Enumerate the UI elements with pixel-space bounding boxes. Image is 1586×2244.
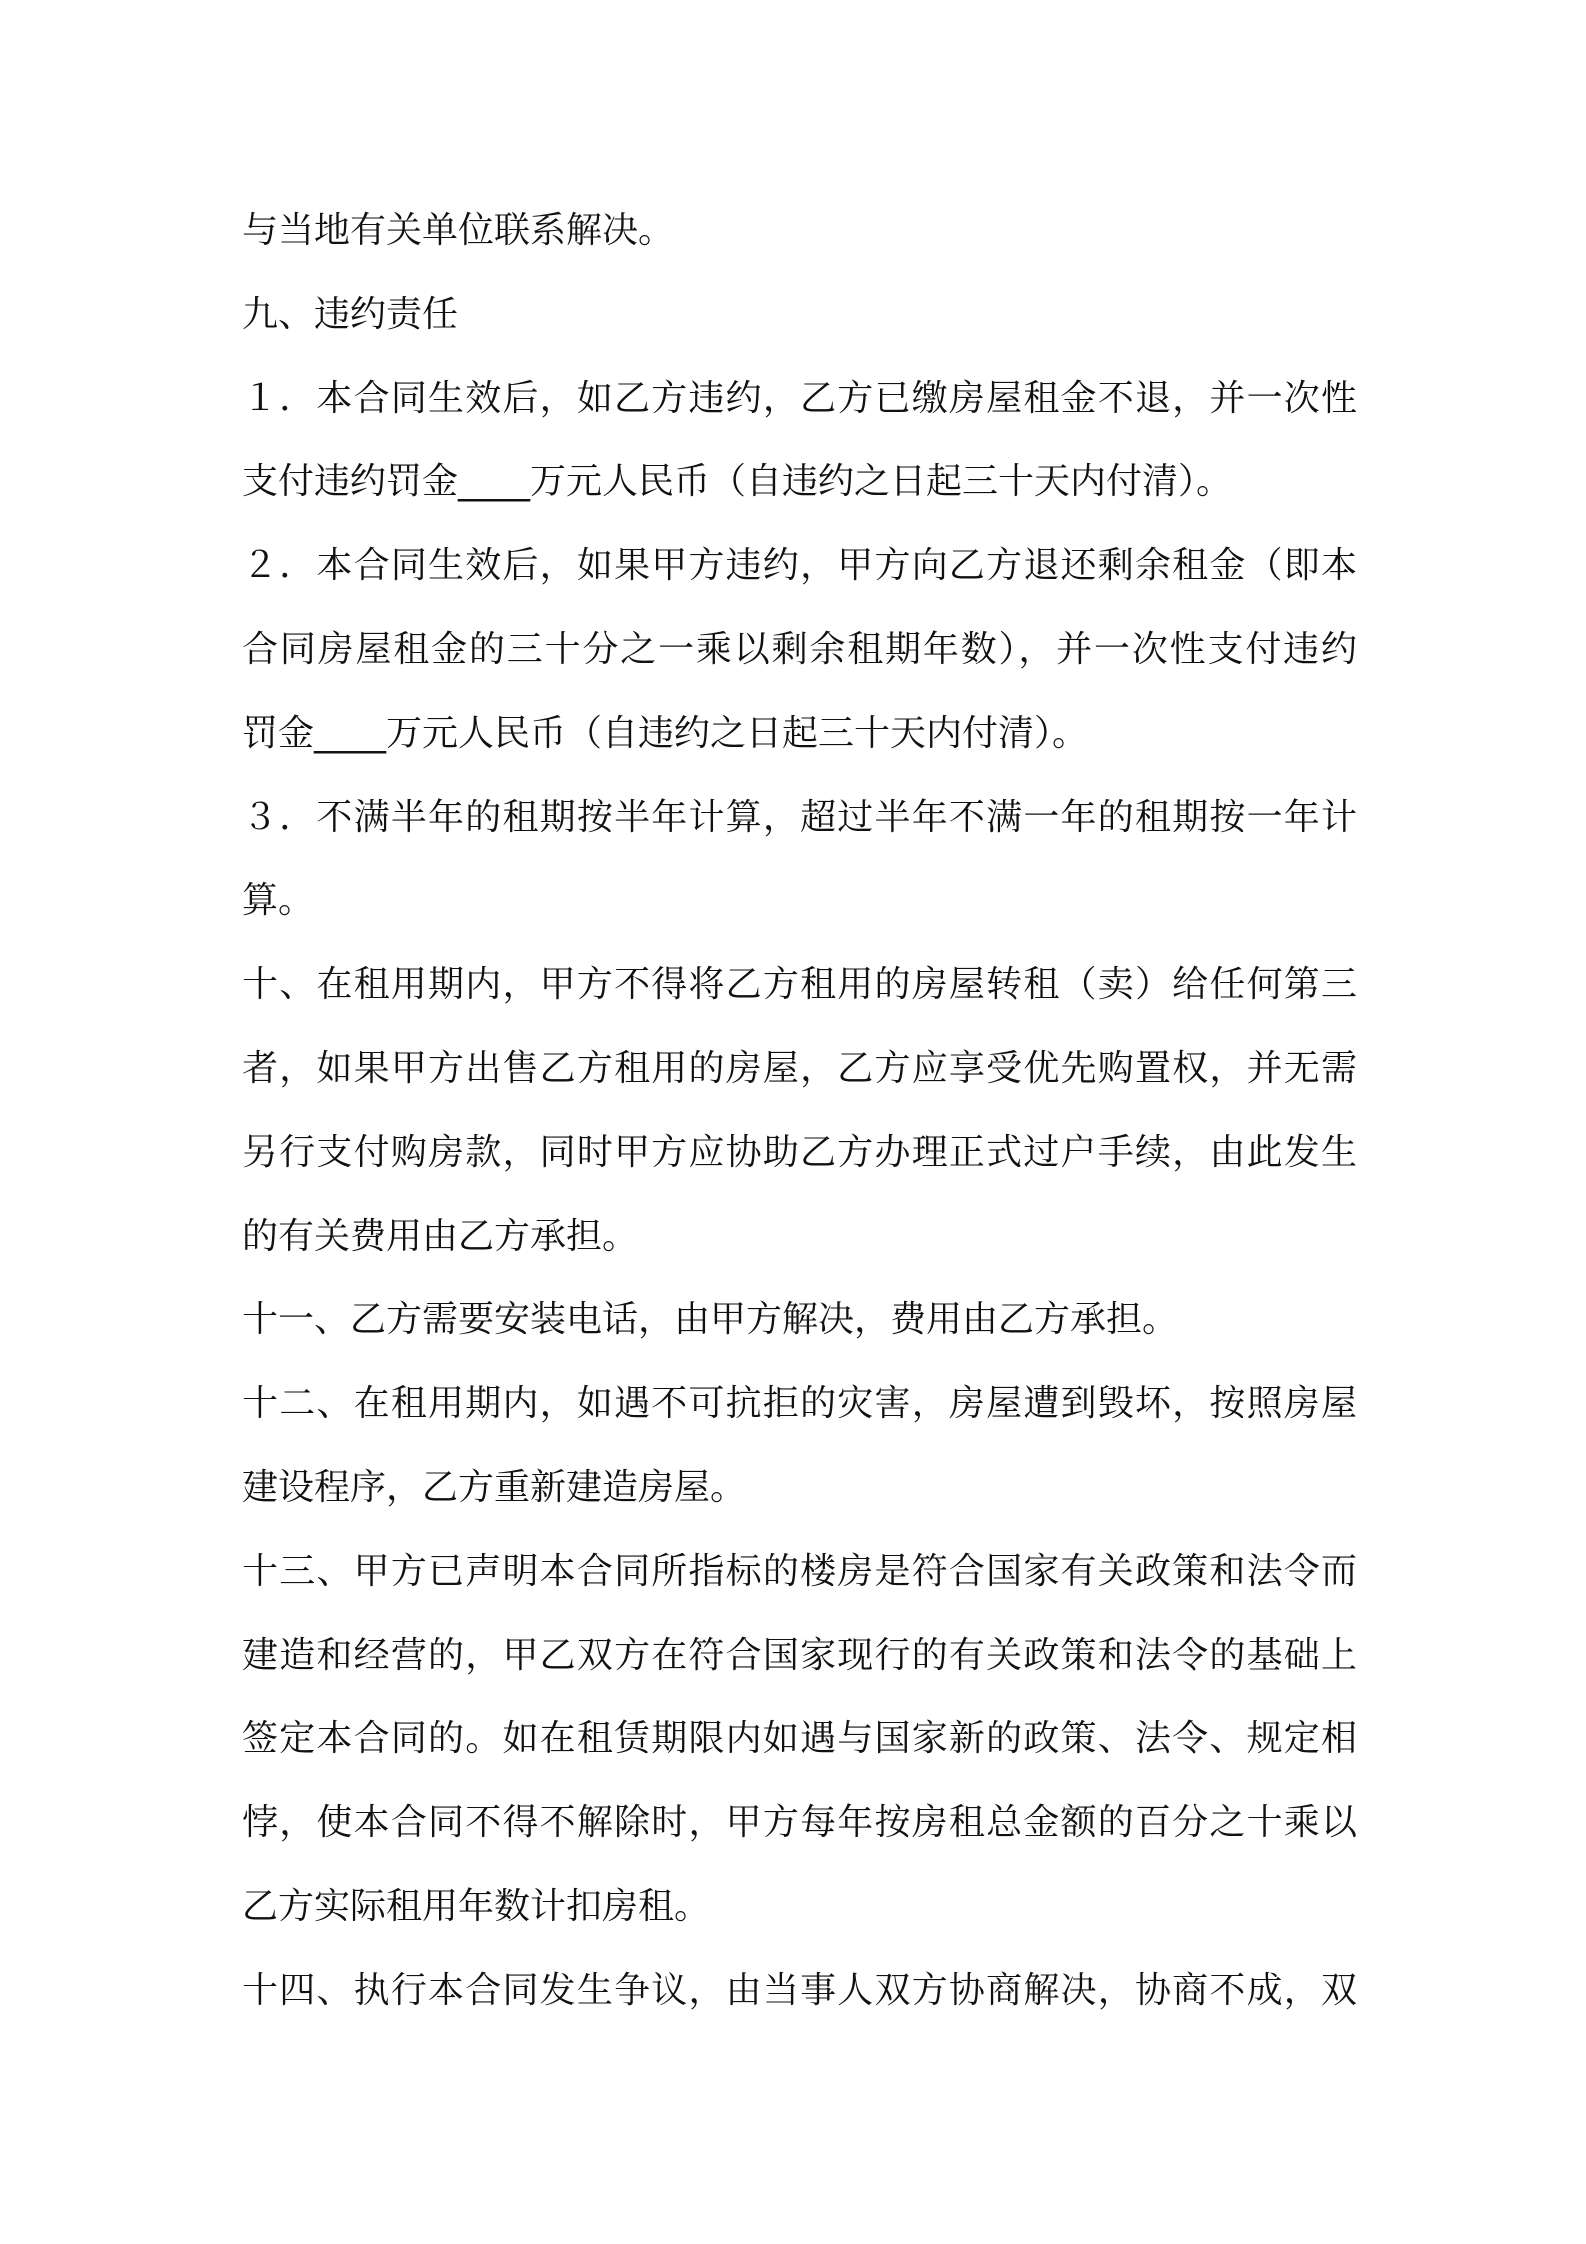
- document-line: 十四、执行本合同发生争议，由当事人双方协商解决，协商不成，双: [242, 1969, 1357, 2011]
- document-line: 签定本合同的。如在租赁期限内如遇与国家新的政策、法令、规定相: [242, 1718, 1357, 1760]
- document-line: 算。: [242, 880, 315, 922]
- clause-11: [242, 1278, 1357, 1362]
- document-line: ３．不满半年的租期按半年计算，超过半年不满一年的租期按一年计: [242, 796, 1357, 838]
- document-line: 另行支付购房款，同时甲方应协助乙方办理正式过户手续，由此发生: [242, 1131, 1357, 1173]
- document-line: 与当地有关单位联系解决。: [242, 210, 675, 251]
- document-line: 合同房屋租金的三十分之一乘以剩余租期年数），并一次性支付违约: [242, 628, 1357, 670]
- document-line: 十、在租用期内，甲方不得将乙方租用的房屋转租（卖）给任何第三: [242, 964, 1357, 1006]
- document-line: 十二、在租用期内，如遇不可抗拒的灾害，房屋遭到毁坏，按照房屋: [242, 1383, 1357, 1425]
- document-line: 十一、乙方需要安装电话，由甲方解决，费用由乙方承担。: [242, 1299, 1179, 1341]
- document-line: 悖，使本合同不得不解除时，甲方每年按房租总金额的百分之十乘以: [242, 1802, 1357, 1844]
- paragraph-continuation: [242, 189, 1357, 273]
- clause-10: [242, 943, 1357, 1278]
- document-line: ２．本合同生效后，如果甲方违约，甲方向乙方退还剩余租金（即本: [242, 545, 1357, 587]
- document-line: 者，如果甲方出售乙方租用的房屋，乙方应享受优先购置权，并无需: [242, 1047, 1357, 1089]
- clause-9-3: [242, 776, 1357, 944]
- document-line: 支付违约罚金____万元人民币（自违约之日起三十天内付清）。: [242, 461, 1233, 503]
- document-body: [242, 189, 1357, 2033]
- document-line: １．本合同生效后，如乙方违约，乙方已缴房屋租金不退，并一次性: [242, 377, 1357, 419]
- clause-12: [242, 1362, 1357, 1530]
- section-heading-breach-liability: [242, 273, 1357, 357]
- document-line: 建造和经营的，甲乙双方在符合国家现行的有关政策和法令的基础上: [242, 1634, 1357, 1676]
- clause-9-2: [242, 524, 1357, 775]
- document-line: 建设程序，乙方重新建造房屋。: [242, 1466, 747, 1508]
- document-line: 的有关费用由乙方承担。: [242, 1215, 639, 1257]
- clause-13: [242, 1530, 1357, 1949]
- section-heading: 九、违约责任: [242, 293, 459, 335]
- clause-9-1: [242, 357, 1357, 525]
- document-line: 十三、甲方已声明本合同所指标的楼房是符合国家有关政策和法令而: [242, 1550, 1357, 1592]
- document-line: 罚金____万元人民币（自违约之日起三十天内付清）。: [242, 712, 1089, 754]
- document-line: 乙方实际租用年数计扣房租。: [242, 1885, 711, 1927]
- clause-14: [242, 1949, 1357, 2033]
